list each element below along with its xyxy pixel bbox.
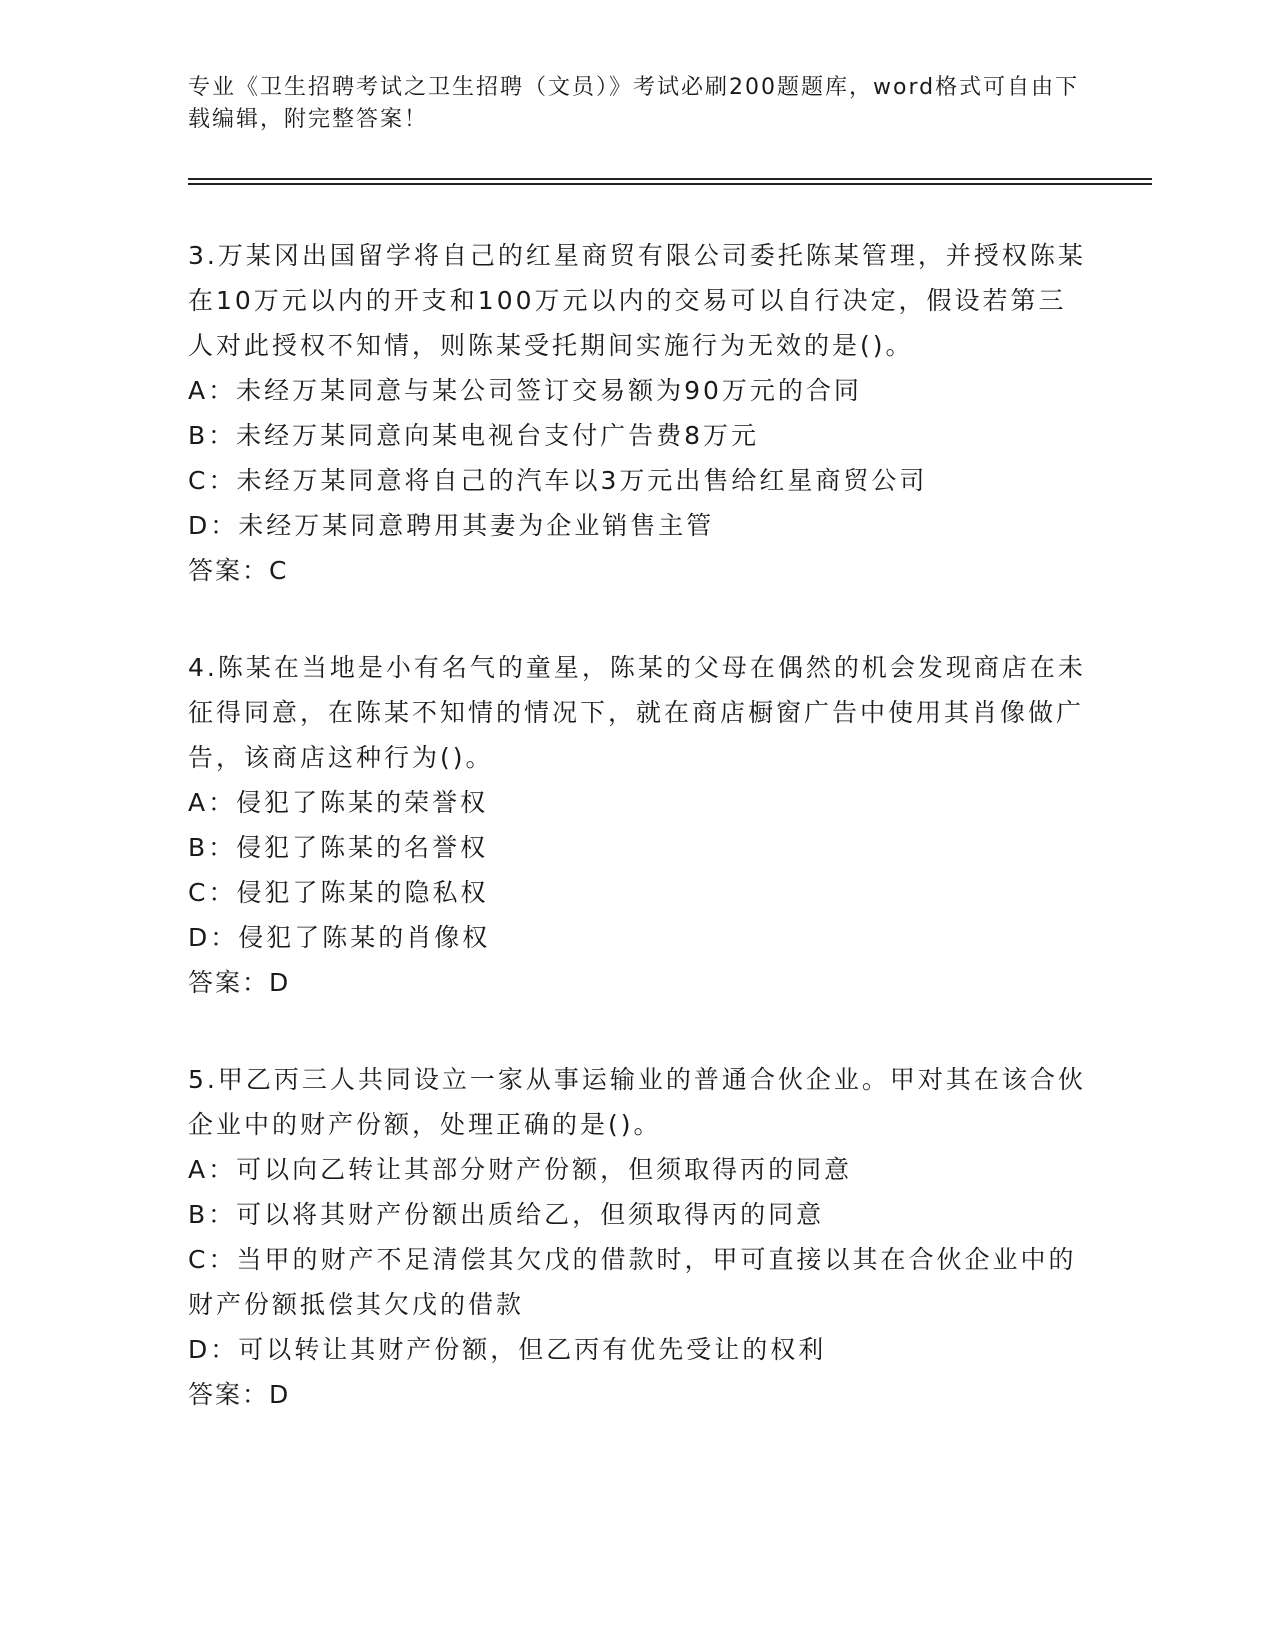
option-a: A：可以向乙转让其部分财产份额，但须取得丙的同意 [188,1155,853,1184]
option-d: D：可以转让其财产份额，但乙丙有优先受让的权利 [188,1335,827,1364]
option-a: A：侵犯了陈某的荣誉权 [188,788,489,817]
option-c: C：未经万某同意将自己的汽车以3万元出售给红星商贸公司 [188,466,928,495]
document-header: 专业《卫生招聘考试之卫生招聘（文员）》考试必刷200题题库，word格式可自由下载编辑，附完整答案！ [188,75,1080,132]
option-c: C：当甲的财产不足清偿其欠戊的借款时，甲可直接以其在合伙企业中的财产份额抵偿其欠戊的借款 [188,1245,1077,1319]
header-divider-top [188,178,1152,180]
option-d: D：侵犯了陈某的肖像权 [188,923,491,952]
option-c: C：侵犯了陈某的隐私权 [188,878,489,907]
option-b: B：侵犯了陈某的名誉权 [188,833,489,862]
question-5 [188,1057,1088,1417]
answer: 答案：D [188,968,291,997]
option-a: A：未经万某同意与某公司签订交易额为90万元的合同 [188,376,862,405]
option-b: B：可以将其财产份额出质给乙，但须取得丙的同意 [188,1200,825,1229]
question-stem: 5.甲乙丙三人共同设立一家从事运输业的普通合伙企业。甲对其在该合伙企业中的财产份额，处理正确的是()。 [188,1065,1086,1139]
question-stem: 3.万某冈出国留学将自己的红星商贸有限公司委托陈某管理，并授权陈某在10万元以内的开支和100万元以内的交易可以自行决定，假设若第三人对此授权不知情，则陈某受托期间实施行为无效的是()。 [188,241,1086,360]
question-stem: 4.陈某在当地是小有名气的童星，陈某的父母在偶然的机会发现商店在未征得同意，在陈某不知情的情况下，就在商店橱窗广告中使用其肖像做广告，该商店这种行为()。 [188,653,1086,772]
option-b: B：未经万某同意向某电视台支付广告费8万元 [188,421,760,450]
question-3 [188,233,1088,593]
option-d: D：未经万某同意聘用其妻为企业销售主管 [188,511,715,540]
header-divider-bottom [188,183,1152,185]
answer: 答案：C [188,556,289,585]
question-4 [188,645,1088,1005]
answer: 答案：D [188,1380,291,1409]
